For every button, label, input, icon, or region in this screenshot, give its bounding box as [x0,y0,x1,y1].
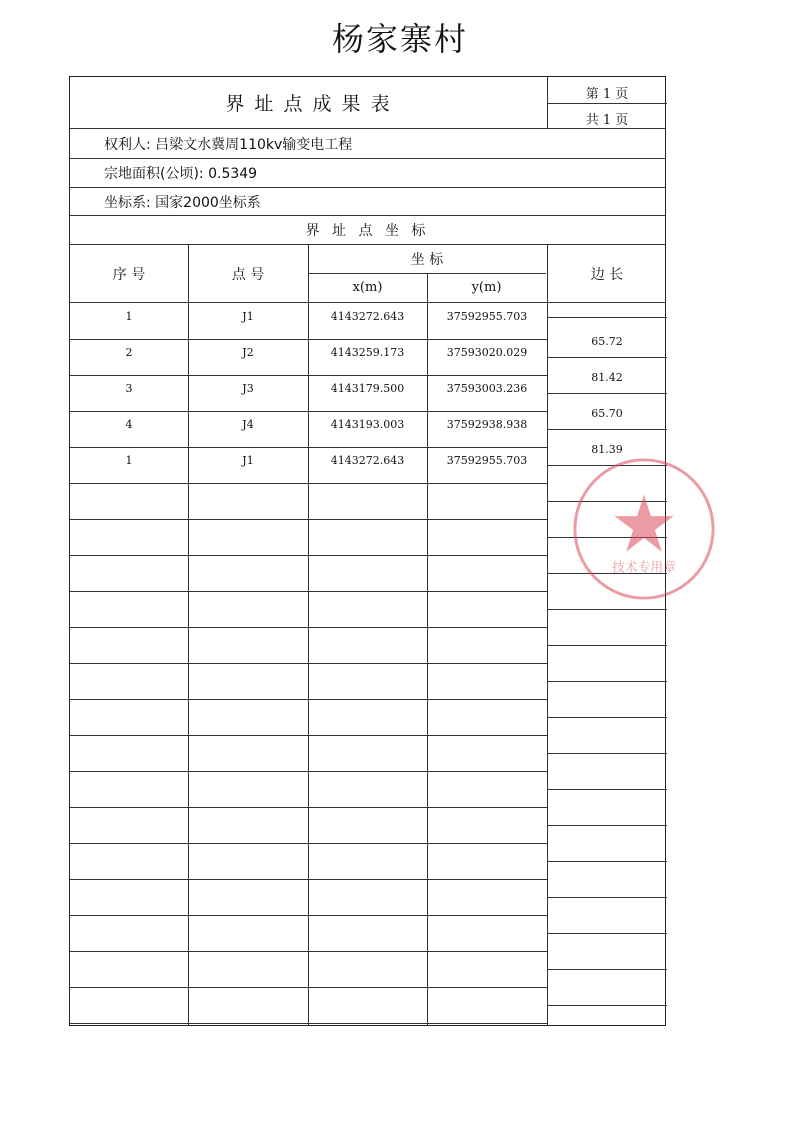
seq-header: 序 号 [112,266,146,283]
point-cell: J4 [242,417,254,431]
page-total: 共 1 页 [585,113,629,128]
side-length-cell: 81.39 [591,443,623,456]
seq-cell: 2 [125,345,133,359]
x-cell: 4143193.003 [330,417,405,431]
page-number: 第 1 页 [585,87,629,102]
point-cell: J3 [242,381,254,395]
point-cell: J1 [242,453,254,467]
coord-header: 坐 标 [410,251,444,268]
y-header: y(m) [471,280,502,295]
header-row [70,245,665,303]
point-header: 点 号 [231,266,265,283]
seq-cell: 4 [125,417,133,431]
owner-row [70,129,665,159]
y-cell: 37593003.236 [446,381,528,395]
y-cell: 37592955.703 [446,453,528,467]
crs-row [70,188,665,216]
x-cell: 4143272.643 [330,453,405,467]
side-length-cell: 65.70 [591,407,623,420]
area-label: 宗地面积(公顷): 0.5349 [104,166,258,182]
point-cell: J2 [242,345,254,359]
owner-label: 权利人: 吕梁文水冀周110kv输变电工程 [104,136,353,153]
svg-text:技术专用章: 技术专用章 [611,560,677,576]
x-cell: 4143179.500 [330,381,405,395]
point-cell: J1 [242,309,254,323]
seq-cell: 3 [125,381,133,395]
x-cell: 4143272.643 [330,309,405,323]
page-title: 杨家寨村 [331,20,468,58]
title-row [70,77,665,129]
x-header: x(m) [352,280,383,295]
x-cell: 4143259.173 [330,345,405,359]
table-row [70,303,665,339]
seq-cell: 1 [125,453,133,467]
boundary-point-table [69,76,677,1026]
table-title: 界 址 点 成 果 表 [225,93,392,115]
section-title: 界 址 点 坐 标 [305,223,430,239]
section-row [70,216,665,245]
seq-cell: 1 [125,309,133,323]
area-row [70,159,665,188]
y-cell: 37592955.703 [446,309,528,323]
y-cell: 37593020.029 [446,345,528,359]
side-length-cell: 65.72 [591,335,623,348]
y-cell: 37592938.938 [446,417,528,431]
side-length-cell: 81.42 [591,371,623,384]
crs-label: 坐标系: 国家2000坐标系 [104,194,261,211]
side-header: 边 长 [590,266,624,283]
